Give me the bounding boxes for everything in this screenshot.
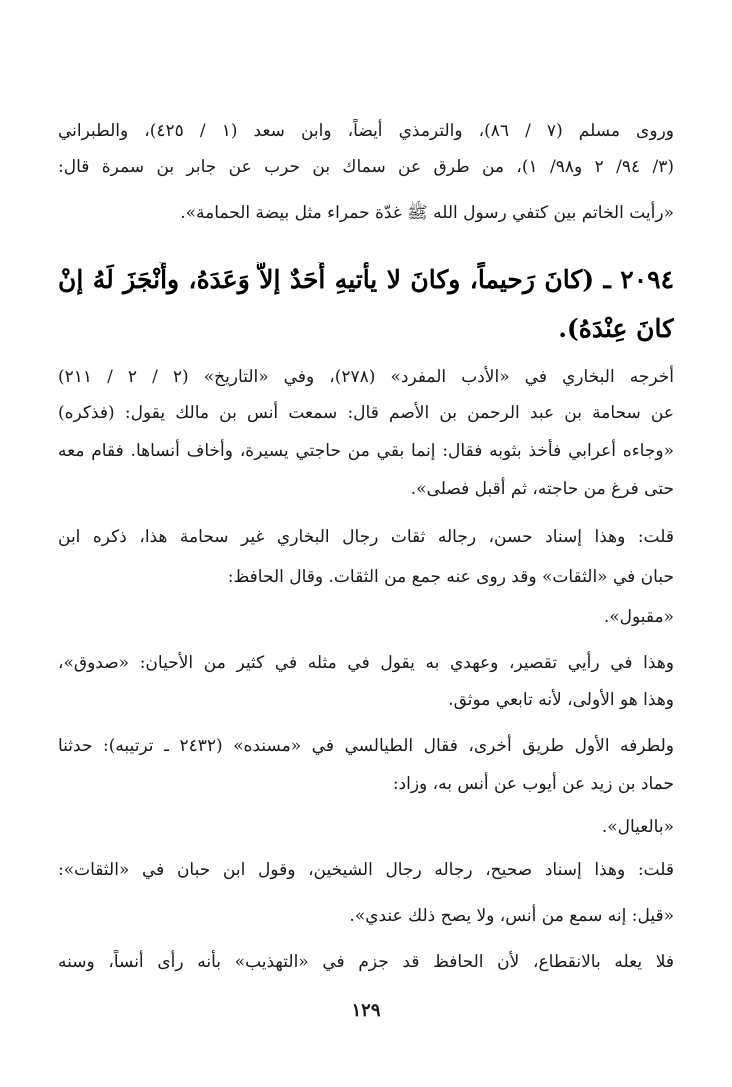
text-line: ولطرفه الأول طريق أخرى، فقال الطيالسي في «مسنده» (٢٤٣٢ ـ ترتيبه): حدثنا <box>58 736 674 756</box>
text-line: وهذا هو الأولى، لأنه تابعي موثق. <box>448 690 674 710</box>
text-line: «مقبول». <box>603 607 674 627</box>
text-line: حماد بن زيد عن أيوب عن أنس به، وزاد: <box>392 774 674 794</box>
text-line: أخرجه البخاري في «الأدب المفرد» (٢٧٨)، وفي «التاريخ» (٢ / ٢ / ٢١١) <box>58 367 674 387</box>
text-line: «وجاءه أعرابي فأخذ بثوبه فقال: إنما بقي من حاجتي يسيرة، وأخاف أنساها. فقام معه <box>58 441 674 461</box>
text-line: (٣/ ٩٤/ ٢ و٩٨/ ١)، من طرق عن سماك بن حرب عن جابر بن سمرة قال: <box>58 157 674 177</box>
text-line: «بالعيال». <box>601 817 674 837</box>
text-line: قلت: وهذا إسناد صحيح، رجاله رجال الشيخين، وقول ابن حبان في «الثقات»: <box>58 860 674 880</box>
text-line: فلا يعله بالانقطاع، لأن الحافظ قد جزم في «التهذيب» بأنه رأى أنساً، وسنه <box>58 952 674 972</box>
text-line: «قيل: إنه سمع من أنس، ولا يصح ذلك عندي». <box>349 906 674 926</box>
text-line: عن سحامة بن عبد الرحمن بن الأصم قال: سمعت أنس بن مالك يقول: (فذكره) <box>58 403 674 423</box>
text-line: «رأيت الخاتم بين كتفي رسول الله ﷺ غدّة حمراء مثل بيضة الحمامة». <box>180 203 674 223</box>
text-line: وروى مسلم (٧ / ٨٦)، والترمذي أيضاً، وابن سعد (١ / ٤٢٥)، والطبراني <box>58 121 674 141</box>
text-line: وهذا في رأيي تقصير، وعهدي به يقول في مثله في كثير من الأحيان: «صدوق»، <box>58 653 674 673</box>
hadith-heading: كانَ عِنْدَهُ). <box>558 314 674 343</box>
hadith-heading: ٢٠٩٤ ـ (كانَ رَحيماً، وكانَ لا يأْتيهِ أَحَدٌ إلاَّ وَعَدَهُ، وأَنْجَزَ لَهُ إنْ <box>58 265 674 294</box>
text-line: حتى فرغ من حاجته، ثم أقبل فصلى». <box>410 479 674 499</box>
text-line: قلت: وهذا إسناد حسن، رجاله ثقات رجال البخاري غير سحامة هذا، ذكره ابن <box>58 527 674 547</box>
text-line: حبان في «الثقات» وقد روى عنه جمع من الثقات. وقال الحافظ: <box>227 567 674 587</box>
page-number: ١٢٩ <box>351 1000 381 1021</box>
